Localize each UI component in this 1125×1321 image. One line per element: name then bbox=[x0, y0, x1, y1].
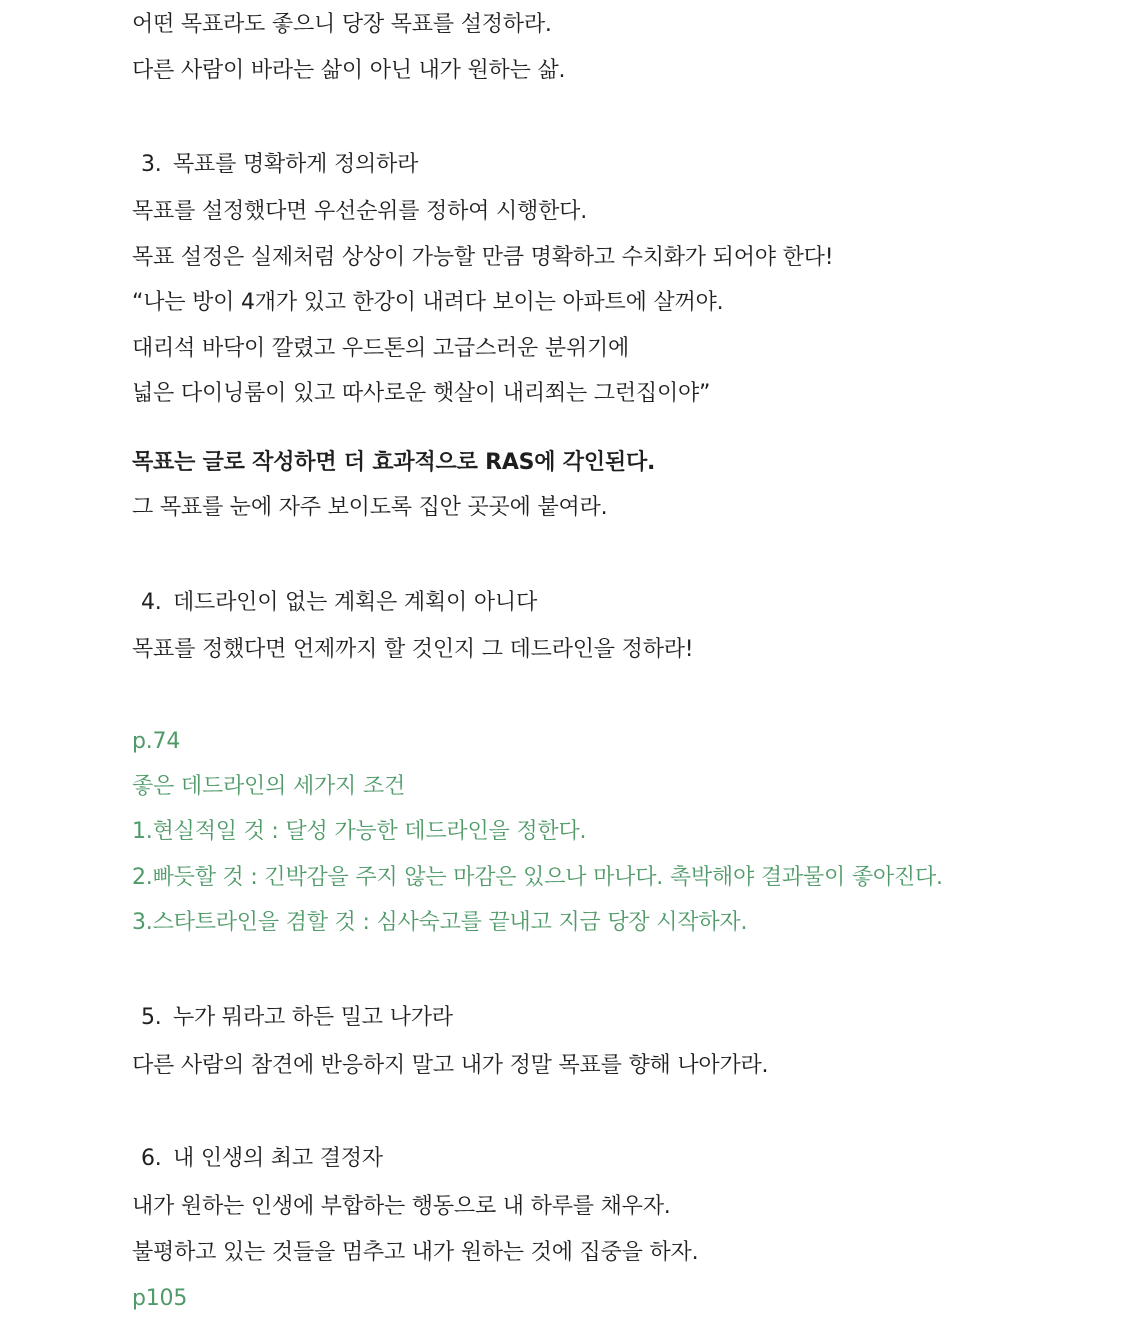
section-heading-4 bbox=[141, 588, 537, 618]
text-line: 목표를 설정했다면 우선순위를 정하여 시행한다. bbox=[132, 199, 588, 224]
highlight-line: 2.빠듯할 것 : 긴박감을 주지 않는 마감은 있으나 마나다. 촉박해야 결과물이 좋아진다. bbox=[132, 865, 943, 890]
page-reference: p.74 bbox=[132, 729, 181, 754]
text-line: 불평하고 있는 것들을 멈추고 내가 원하는 것에 집중을 하자. bbox=[132, 1240, 699, 1265]
section-title: 데드라인이 없는 계획은 계획이 아니다 bbox=[173, 590, 538, 615]
section-number: 5. bbox=[141, 1005, 162, 1030]
text-line: 다른 사람의 참견에 반응하지 말고 내가 정말 목표를 향해 나아가라. bbox=[132, 1053, 769, 1078]
section-heading-3 bbox=[141, 150, 418, 180]
text-line: 다른 사람이 바라는 삶이 아닌 내가 원하는 삶. bbox=[132, 58, 566, 83]
section-title: 내 인생의 최고 결정자 bbox=[173, 1146, 383, 1171]
emphasis-line: 목표는 글로 작성하면 더 효과적으로 RAS에 각인된다. bbox=[132, 450, 656, 475]
section-heading-5 bbox=[141, 1003, 453, 1033]
quote-line: 대리석 바닥이 깔렸고 우드톤의 고급스러운 분위기에 bbox=[132, 336, 630, 361]
text-line: 어떤 목표라도 좋으니 당장 목표를 설정하라. bbox=[132, 12, 552, 37]
section-title: 목표를 명확하게 정의하라 bbox=[173, 152, 419, 177]
section-title: 누가 뭐라고 하든 밀고 나가라 bbox=[173, 1005, 453, 1030]
section-number: 3. bbox=[141, 152, 162, 177]
text-line: 그 목표를 눈에 자주 보이도록 집안 곳곳에 붙여라. bbox=[132, 495, 608, 520]
page-reference: p105 bbox=[132, 1286, 188, 1311]
text-line: 내가 원하는 인생에 부합하는 행동으로 내 하루를 채우자. bbox=[132, 1194, 671, 1219]
highlight-line: 1.현실적일 것 : 달성 가능한 데드라인을 정한다. bbox=[132, 819, 587, 844]
section-number: 4. bbox=[141, 590, 162, 615]
text-line: 목표를 정했다면 언제까지 할 것인지 그 데드라인을 정하라! bbox=[132, 637, 694, 662]
section-number: 6. bbox=[141, 1146, 162, 1171]
text-line: 목표 설정은 실제처럼 상상이 가능할 만큼 명확하고 수치화가 되어야 한다! bbox=[132, 245, 834, 270]
quote-line: “나는 방이 4개가 있고 한강이 내려다 보이는 아파트에 살꺼야. bbox=[132, 290, 724, 315]
quote-line: 넓은 다이닝룸이 있고 따사로운 햇살이 내리쬐는 그런집이야” bbox=[132, 381, 711, 406]
highlight-line: 좋은 데드라인의 세가지 조건 bbox=[132, 774, 406, 799]
highlight-line: 3.스타트라인을 겸할 것 : 심사숙고를 끝내고 지금 당장 시작하자. bbox=[132, 910, 748, 935]
section-heading-6 bbox=[141, 1144, 383, 1174]
